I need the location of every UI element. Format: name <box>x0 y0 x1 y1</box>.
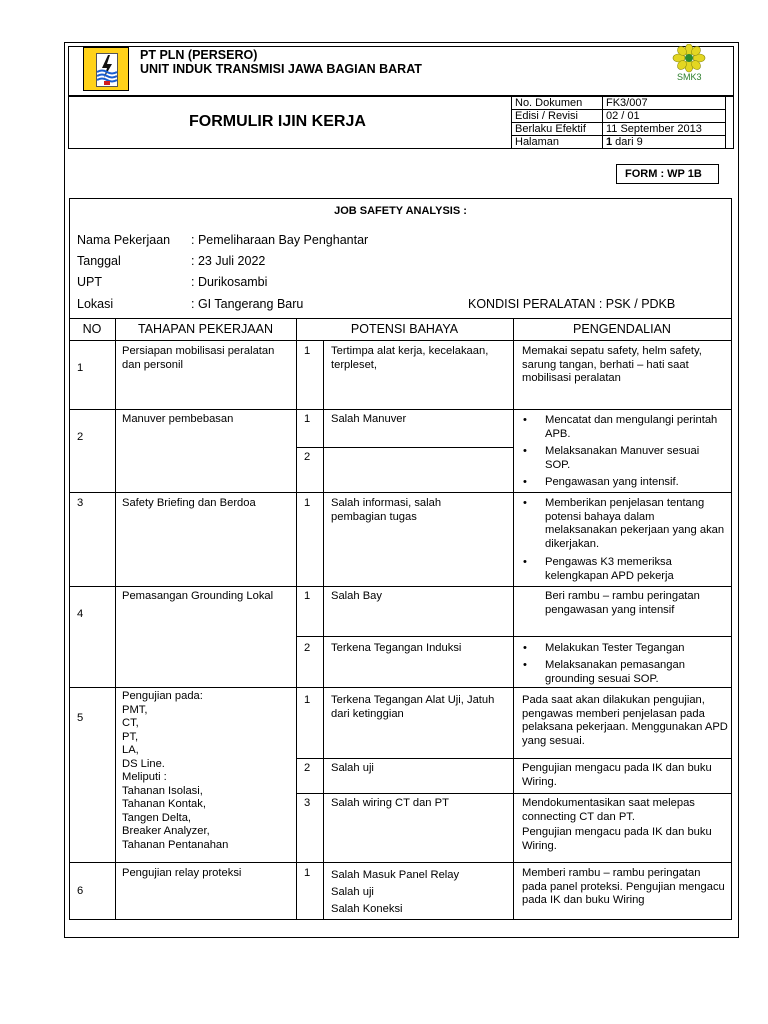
control-bullet: • Memberikan penjelasan tentang potensi bahaya dalam melaksanakan pekerjaan yang akan dikerjakan. <box>545 497 727 551</box>
page-total: dari 9 <box>612 136 643 148</box>
meta-value <box>603 136 726 149</box>
tahapan-line: Breaker Analyzer, <box>122 825 210 837</box>
field-value: : Durikosambi <box>191 275 268 289</box>
hazard-number: 1 <box>304 413 311 425</box>
field-value: : 23 Juli 2022 <box>191 254 266 268</box>
row-number: 1 <box>77 362 84 374</box>
hazard-text: Terkena Tegangan Induksi <box>331 642 462 654</box>
col-header-pengendalian: PENGENDALIAN <box>573 322 671 336</box>
control-text: Mendokumentasikan saat melepas connecting CT dan PT. <box>522 797 695 823</box>
control-bullet: • Melakukan Tester Tegangan <box>545 642 727 656</box>
tahapan-line: Pengujian pada: <box>122 690 203 702</box>
control-text: Pengujian mengacu pada IK dan buku Wiring. <box>522 826 712 852</box>
hazard-number: 1 <box>304 590 311 602</box>
hazard-text: Salah uji <box>331 762 374 774</box>
tahapan-cell: Manuver pembebasan <box>122 413 234 425</box>
meta-value: FK3/007 <box>603 97 726 110</box>
control-bullet: • Pengawasan yang intensif. <box>545 476 727 490</box>
hazard-text: Salah informasi, salah pembagian tugas <box>331 497 442 523</box>
meta-row <box>512 97 726 110</box>
hazard-number: 2 <box>304 451 311 463</box>
hazard-number: 2 <box>304 762 311 774</box>
company-line1: PT PLN (PERSERO) <box>140 48 258 62</box>
document-meta-table <box>511 96 726 149</box>
tahapan-line: Tahanan Kontak, <box>122 798 206 810</box>
field-label: Lokasi <box>77 297 114 311</box>
row-number: 6 <box>77 885 84 897</box>
field-label: Tanggal <box>77 254 121 268</box>
control-text: Memakai sepatu safety, helm safety, sarung tangan, berhati – hati saat mobilisasi peralatan <box>522 345 702 384</box>
company-line2: UNIT INDUK TRANSMISI JAWA BAGIAN BARAT <box>140 62 422 76</box>
meta-key: Edisi / Revisi <box>512 110 603 123</box>
tahapan-cell: Pemasangan Grounding Lokal <box>122 590 274 602</box>
control-bullet: • Mencatat dan mengulangi perintah APB. <box>545 414 727 441</box>
control-text: Memberi rambu – rambu peringatan pada panel proteksi. Pengujian mengacu pada IK dan buku Wiring <box>522 867 725 906</box>
hazard-text: Salah Bay <box>331 590 382 602</box>
control-text: Pada saat akan dilakukan pengujian, pengawas memberi penjelasan pada pelaksana pekerjaan. Menggunakan APD yang sesuai. <box>522 694 728 747</box>
hazard-text: Salah wiring CT dan PT <box>331 797 449 809</box>
hazard-text: Terkena Tegangan Alat Uji, Jatuh dari ketinggian <box>331 694 495 720</box>
col-header-potensi: POTENSI BAHAYA <box>350 322 459 336</box>
tahapan-line: Meliputi : <box>122 771 167 783</box>
row-number: 4 <box>77 608 84 620</box>
hazard-line: Salah Masuk Panel Relay <box>331 869 460 881</box>
tahapan-cell: Persiapan mobilisasi peralatan dan personil <box>122 345 275 371</box>
tahapan-cell: Safety Briefing dan Berdoa <box>122 497 256 509</box>
meta-value: 11 September 2013 <box>603 123 726 136</box>
tahapan-list <box>122 690 294 852</box>
meta-row <box>512 110 726 123</box>
meta-key: Halaman <box>512 136 603 149</box>
tahapan-line: Tahanan Pentanahan <box>122 838 229 851</box>
control-bullet: • Melaksanakan pemasangan grounding sesuai SOP. <box>545 659 727 686</box>
tahapan-line: Tahanan Isolasi, <box>122 784 203 797</box>
control-bullet: • Melaksanakan Manuver sesuai SOP. <box>545 445 727 472</box>
company-name <box>140 48 422 76</box>
meta-row <box>512 123 726 136</box>
tahapan-line: PMT, <box>122 703 148 716</box>
tahapan-line: Tangen Delta, <box>122 811 192 824</box>
meta-key: Berlaku Efektif <box>512 123 603 136</box>
hazard-number: 3 <box>304 797 311 809</box>
col-header-no: NO <box>82 322 102 336</box>
hazard-number: 1 <box>304 867 311 879</box>
form-title: FORMULIR IJIN KERJA <box>189 113 366 130</box>
pln-logo-icon <box>83 47 129 91</box>
meta-value: 02 / 01 <box>603 110 726 123</box>
field-value: : GI Tangerang Baru <box>191 297 304 311</box>
hazard-list <box>331 867 509 918</box>
meta-key: No. Dokumen <box>512 97 603 110</box>
tahapan-cell: Pengujian relay proteksi <box>122 867 242 879</box>
kondisi-peralatan: KONDISI PERALATAN : PSK / PDKB <box>468 297 676 311</box>
row-number: 2 <box>77 431 84 443</box>
field-label: Nama Pekerjaan <box>77 233 171 247</box>
control-text: Beri rambu – rambu peringatan pengawasan yang intensif <box>545 590 700 616</box>
tahapan-line: CT, <box>122 717 139 729</box>
field-value: : Pemeliharaan Bay Penghantar <box>191 233 369 247</box>
row-number: 5 <box>77 712 84 724</box>
hazard-line: Salah Koneksi <box>331 903 403 915</box>
form-number-badge: FORM : WP 1B <box>616 164 719 184</box>
hazard-number: 1 <box>304 694 311 706</box>
meta-row <box>512 136 726 149</box>
col-header-tahapan: TAHAPAN PEKERJAAN <box>138 322 273 336</box>
row-number: 3 <box>77 497 84 509</box>
smk3-label: SMK3 <box>677 72 702 82</box>
hazard-number: 1 <box>304 497 311 509</box>
control-text: Pengujian mengacu pada IK dan buku Wiring. <box>522 762 712 788</box>
hazard-text: Salah Manuver <box>331 413 407 425</box>
tahapan-line: LA, <box>122 744 139 756</box>
hazard-line: Salah uji <box>331 886 374 898</box>
tahapan-line: PT, <box>122 730 139 743</box>
field-label: UPT <box>77 275 102 289</box>
tahapan-line: DS Line. <box>122 757 165 770</box>
control-bullet: • Pengawas K3 memeriksa kelengkapan APD pekerja <box>545 556 727 583</box>
jsa-title: JOB SAFETY ANALYSIS : <box>334 205 467 217</box>
page-number: 1 <box>606 136 613 148</box>
hazard-text: Tertimpa alat kerja, kecelakaan, terpleset, <box>331 345 489 371</box>
hazard-number: 2 <box>304 642 311 654</box>
hazard-number: 1 <box>304 345 311 357</box>
